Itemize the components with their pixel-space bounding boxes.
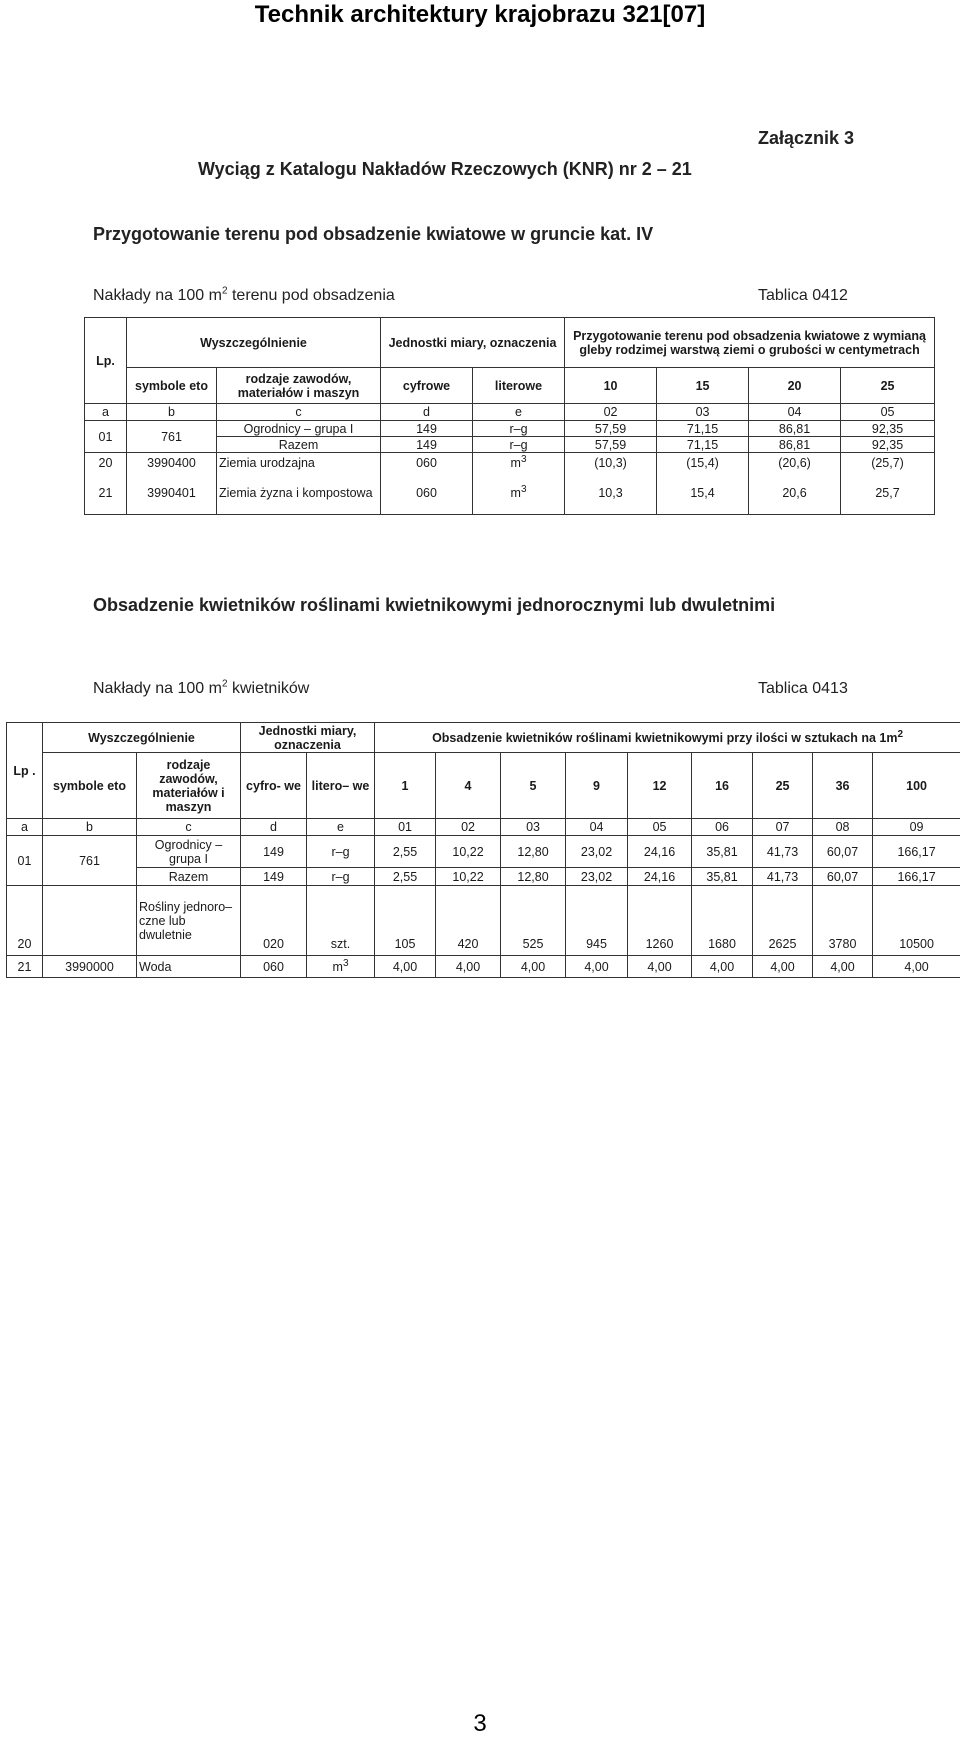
value-cell: 10,22 <box>436 836 501 868</box>
value-cell: 41,73 <box>753 836 813 868</box>
value-cell: 4,00 <box>628 956 692 978</box>
value-cell: 166,17 <box>873 836 960 868</box>
name-cell: Ziemia urodzajna <box>217 453 381 473</box>
letter-cell: 02 <box>436 819 501 836</box>
table-row <box>85 421 935 437</box>
cyf-cell: 060 <box>381 473 473 515</box>
value-cell: 4,00 <box>692 956 753 978</box>
letter-cell: 05 <box>841 404 935 421</box>
page-number: 3 <box>473 1710 487 1737</box>
table-row <box>85 473 935 515</box>
value-cell: (10,3) <box>565 453 657 473</box>
lit-cell: r–g <box>307 836 375 868</box>
col-header-value: 36 <box>813 753 873 819</box>
letter-row <box>85 404 935 421</box>
section2-heading: Obsadzenie kwietników roślinami kwietnikowymi jednorocznymi lub dwuletnimi <box>93 595 776 615</box>
value-cell: 12,80 <box>501 836 566 868</box>
letter-cell: 06 <box>692 819 753 836</box>
value-cell: 71,15 <box>657 437 749 453</box>
table-row <box>85 453 935 473</box>
value-cell: 12,80 <box>501 868 566 886</box>
cyf-cell: 020 <box>241 886 307 956</box>
letter-cell: b <box>43 819 137 836</box>
table-row <box>7 886 960 956</box>
letter-cell: 03 <box>657 404 749 421</box>
value-cell: 2625 <box>753 886 813 956</box>
col-header-rodzaje: rodzaje zawodów, materiałów i maszyn <box>137 753 241 819</box>
col-header-value: 15 <box>657 368 749 404</box>
value-cell: 4,00 <box>501 956 566 978</box>
cyf-cell: 149 <box>381 421 473 437</box>
value-cell: (20,6) <box>749 453 841 473</box>
section1-table-number: Tablica 0412 <box>758 287 848 304</box>
letter-cell: 04 <box>566 819 628 836</box>
value-cell: 86,81 <box>749 421 841 437</box>
col-header-value: 12 <box>628 753 692 819</box>
value-cell: 1680 <box>692 886 753 956</box>
letter-cell: d <box>241 819 307 836</box>
lit-cell: $m^3$ <box>307 956 375 978</box>
col-header-value: 10 <box>565 368 657 404</box>
col-header-rodzaje: rodzaje zawodów, materiałów i maszyn <box>217 368 381 404</box>
col-header-spec: Wyszczególnienie <box>127 318 381 368</box>
col-header-units: Jednostki miary, oznaczenia <box>381 318 565 368</box>
cyf-cell: 149 <box>241 836 307 868</box>
lp-cell: 21 <box>7 956 43 978</box>
value-cell: 4,00 <box>566 956 628 978</box>
symbol-cell: 3990401 <box>127 473 217 515</box>
value-cell: 24,16 <box>628 836 692 868</box>
letter-cell: 07 <box>753 819 813 836</box>
value-cell: 41,73 <box>753 868 813 886</box>
letter-cell: e <box>307 819 375 836</box>
col-header-cyfrowe: cyfrowe <box>381 368 473 404</box>
value-cell: 4,00 <box>813 956 873 978</box>
value-cell: 3780 <box>813 886 873 956</box>
value-cell: 23,02 <box>566 868 628 886</box>
col-header-value: 4 <box>436 753 501 819</box>
value-cell: 105 <box>375 886 436 956</box>
name-cell: Rośliny jednoro– czne lub dwuletnie <box>137 886 241 956</box>
col-header-cyfrowe: cyfro- we <box>241 753 307 819</box>
lp-cell: 21 <box>85 473 127 515</box>
col-header-value: 5 <box>501 753 566 819</box>
table-row <box>7 956 960 978</box>
document-title: Technik architektury krajobrazu 321[07] <box>254 1 706 28</box>
name-cell: Razem <box>217 437 381 453</box>
value-cell: 4,00 <box>753 956 813 978</box>
col-header-lp: Lp . <box>7 723 43 819</box>
letter-cell: 05 <box>628 819 692 836</box>
value-cell: 35,81 <box>692 836 753 868</box>
lp-cell: 01 <box>85 421 127 453</box>
symbol-cell: 3990000 <box>43 956 137 978</box>
col-header-symbole: symbole eto <box>43 753 137 819</box>
section2-table-number: Tablica 0413 <box>758 680 848 697</box>
lit-cell: szt. <box>307 886 375 956</box>
col-header-value: 20 <box>749 368 841 404</box>
col-header-group: Obsadzenie kwietników roślinami kwietnikowymi przy ilości w sztukach na $1m^2$ <box>375 723 960 753</box>
value-cell: 92,35 <box>841 421 935 437</box>
letter-cell: d <box>381 404 473 421</box>
name-cell: Ogrodnicy – grupa I <box>137 836 241 868</box>
value-cell: 2,55 <box>375 836 436 868</box>
letter-cell: 02 <box>565 404 657 421</box>
col-header-value: 1 <box>375 753 436 819</box>
value-cell: 35,81 <box>692 868 753 886</box>
cyf-cell: 149 <box>241 868 307 886</box>
value-cell: (25,7) <box>841 453 935 473</box>
letter-cell: 08 <box>813 819 873 836</box>
value-cell: 2,55 <box>375 868 436 886</box>
appendix-label: Załącznik 3 <box>758 128 855 148</box>
value-cell: 23,02 <box>566 836 628 868</box>
value-cell: 4,00 <box>436 956 501 978</box>
lp-cell: 20 <box>7 886 43 956</box>
section1-heading: Przygotowanie terenu pod obsadzenie kwiatowe w gruncie kat. IV <box>93 224 654 244</box>
value-cell: 945 <box>566 886 628 956</box>
name-cell: Razem <box>137 868 241 886</box>
cyf-cell: 060 <box>241 956 307 978</box>
letter-cell: c <box>217 404 381 421</box>
value-cell: 1260 <box>628 886 692 956</box>
name-cell: Woda <box>137 956 241 978</box>
cyf-cell: 149 <box>381 437 473 453</box>
name-cell: Ziemia żyzna i kompostowa <box>217 473 381 515</box>
value-cell: 71,15 <box>657 421 749 437</box>
value-cell: 10,3 <box>565 473 657 515</box>
value-cell: 86,81 <box>749 437 841 453</box>
symbol-cell <box>43 886 137 956</box>
value-cell: 4,00 <box>375 956 436 978</box>
letter-cell: c <box>137 819 241 836</box>
lp-cell: 20 <box>85 453 127 473</box>
col-header-value: 16 <box>692 753 753 819</box>
col-header-value: 100 <box>873 753 960 819</box>
letter-cell: e <box>473 404 565 421</box>
col-header-literowe: litero– we <box>307 753 375 819</box>
value-cell: 4,00 <box>873 956 960 978</box>
letter-cell: a <box>7 819 43 836</box>
value-cell: 24,16 <box>628 868 692 886</box>
symbol-cell: 761 <box>127 421 217 453</box>
col-header-spec: Wyszczególnienie <box>43 723 241 753</box>
letter-cell: 09 <box>873 819 960 836</box>
value-cell: 57,59 <box>565 421 657 437</box>
letter-cell: 03 <box>501 819 566 836</box>
col-header-symbole: symbole eto <box>127 368 217 404</box>
col-header-lp: Lp. <box>85 318 127 404</box>
value-cell: 20,6 <box>749 473 841 515</box>
catalog-title: Wyciąg z Katalogu Nakładów Rzeczowych (KNR) nr 2 – 21 <box>198 159 692 179</box>
table-row <box>7 836 960 868</box>
col-header-value: 9 <box>566 753 628 819</box>
lit-cell: $m^3$ <box>473 453 565 473</box>
value-cell: 10500 <box>873 886 960 956</box>
symbol-cell: 761 <box>43 836 137 886</box>
letter-cell: 01 <box>375 819 436 836</box>
section1-subtitle: Nakłady na 100 $m^2$ terenu pod obsadzenia <box>93 285 395 304</box>
lit-cell: r–g <box>307 868 375 886</box>
lp-cell: 01 <box>7 836 43 886</box>
col-header-group: Przygotowanie terenu pod obsadzenia kwiatowe z wymianą gleby rodzimej warstwą ziemi o grubości w centymetrach <box>565 318 935 368</box>
col-header-value: 25 <box>841 368 935 404</box>
section2-subtitle: Nakłady na 100 $m^2$ kwietników <box>93 678 310 697</box>
lit-cell: r–g <box>473 437 565 453</box>
letter-cell: a <box>85 404 127 421</box>
value-cell: 60,07 <box>813 868 873 886</box>
value-cell: 525 <box>501 886 566 956</box>
value-cell: 15,4 <box>657 473 749 515</box>
name-cell: Ogrodnicy – grupa I <box>217 421 381 437</box>
lit-cell: r–g <box>473 421 565 437</box>
cyf-cell: 060 <box>381 453 473 473</box>
letter-cell: b <box>127 404 217 421</box>
table-row <box>7 868 960 886</box>
value-cell: (15,4) <box>657 453 749 473</box>
lit-cell: $m^3$ <box>473 473 565 515</box>
value-cell: 10,22 <box>436 868 501 886</box>
table-0412 <box>84 317 935 515</box>
value-cell: 420 <box>436 886 501 956</box>
value-cell: 166,17 <box>873 868 960 886</box>
value-cell: 92,35 <box>841 437 935 453</box>
col-header-value: 25 <box>753 753 813 819</box>
symbol-cell: 3990400 <box>127 453 217 473</box>
table-0413 <box>6 722 960 978</box>
value-cell: 60,07 <box>813 836 873 868</box>
value-cell: 25,7 <box>841 473 935 515</box>
col-header-literowe: literowe <box>473 368 565 404</box>
value-cell: 57,59 <box>565 437 657 453</box>
col-header-units: Jednostki miary, oznaczenia <box>241 723 375 753</box>
letter-cell: 04 <box>749 404 841 421</box>
letter-row <box>7 819 960 836</box>
